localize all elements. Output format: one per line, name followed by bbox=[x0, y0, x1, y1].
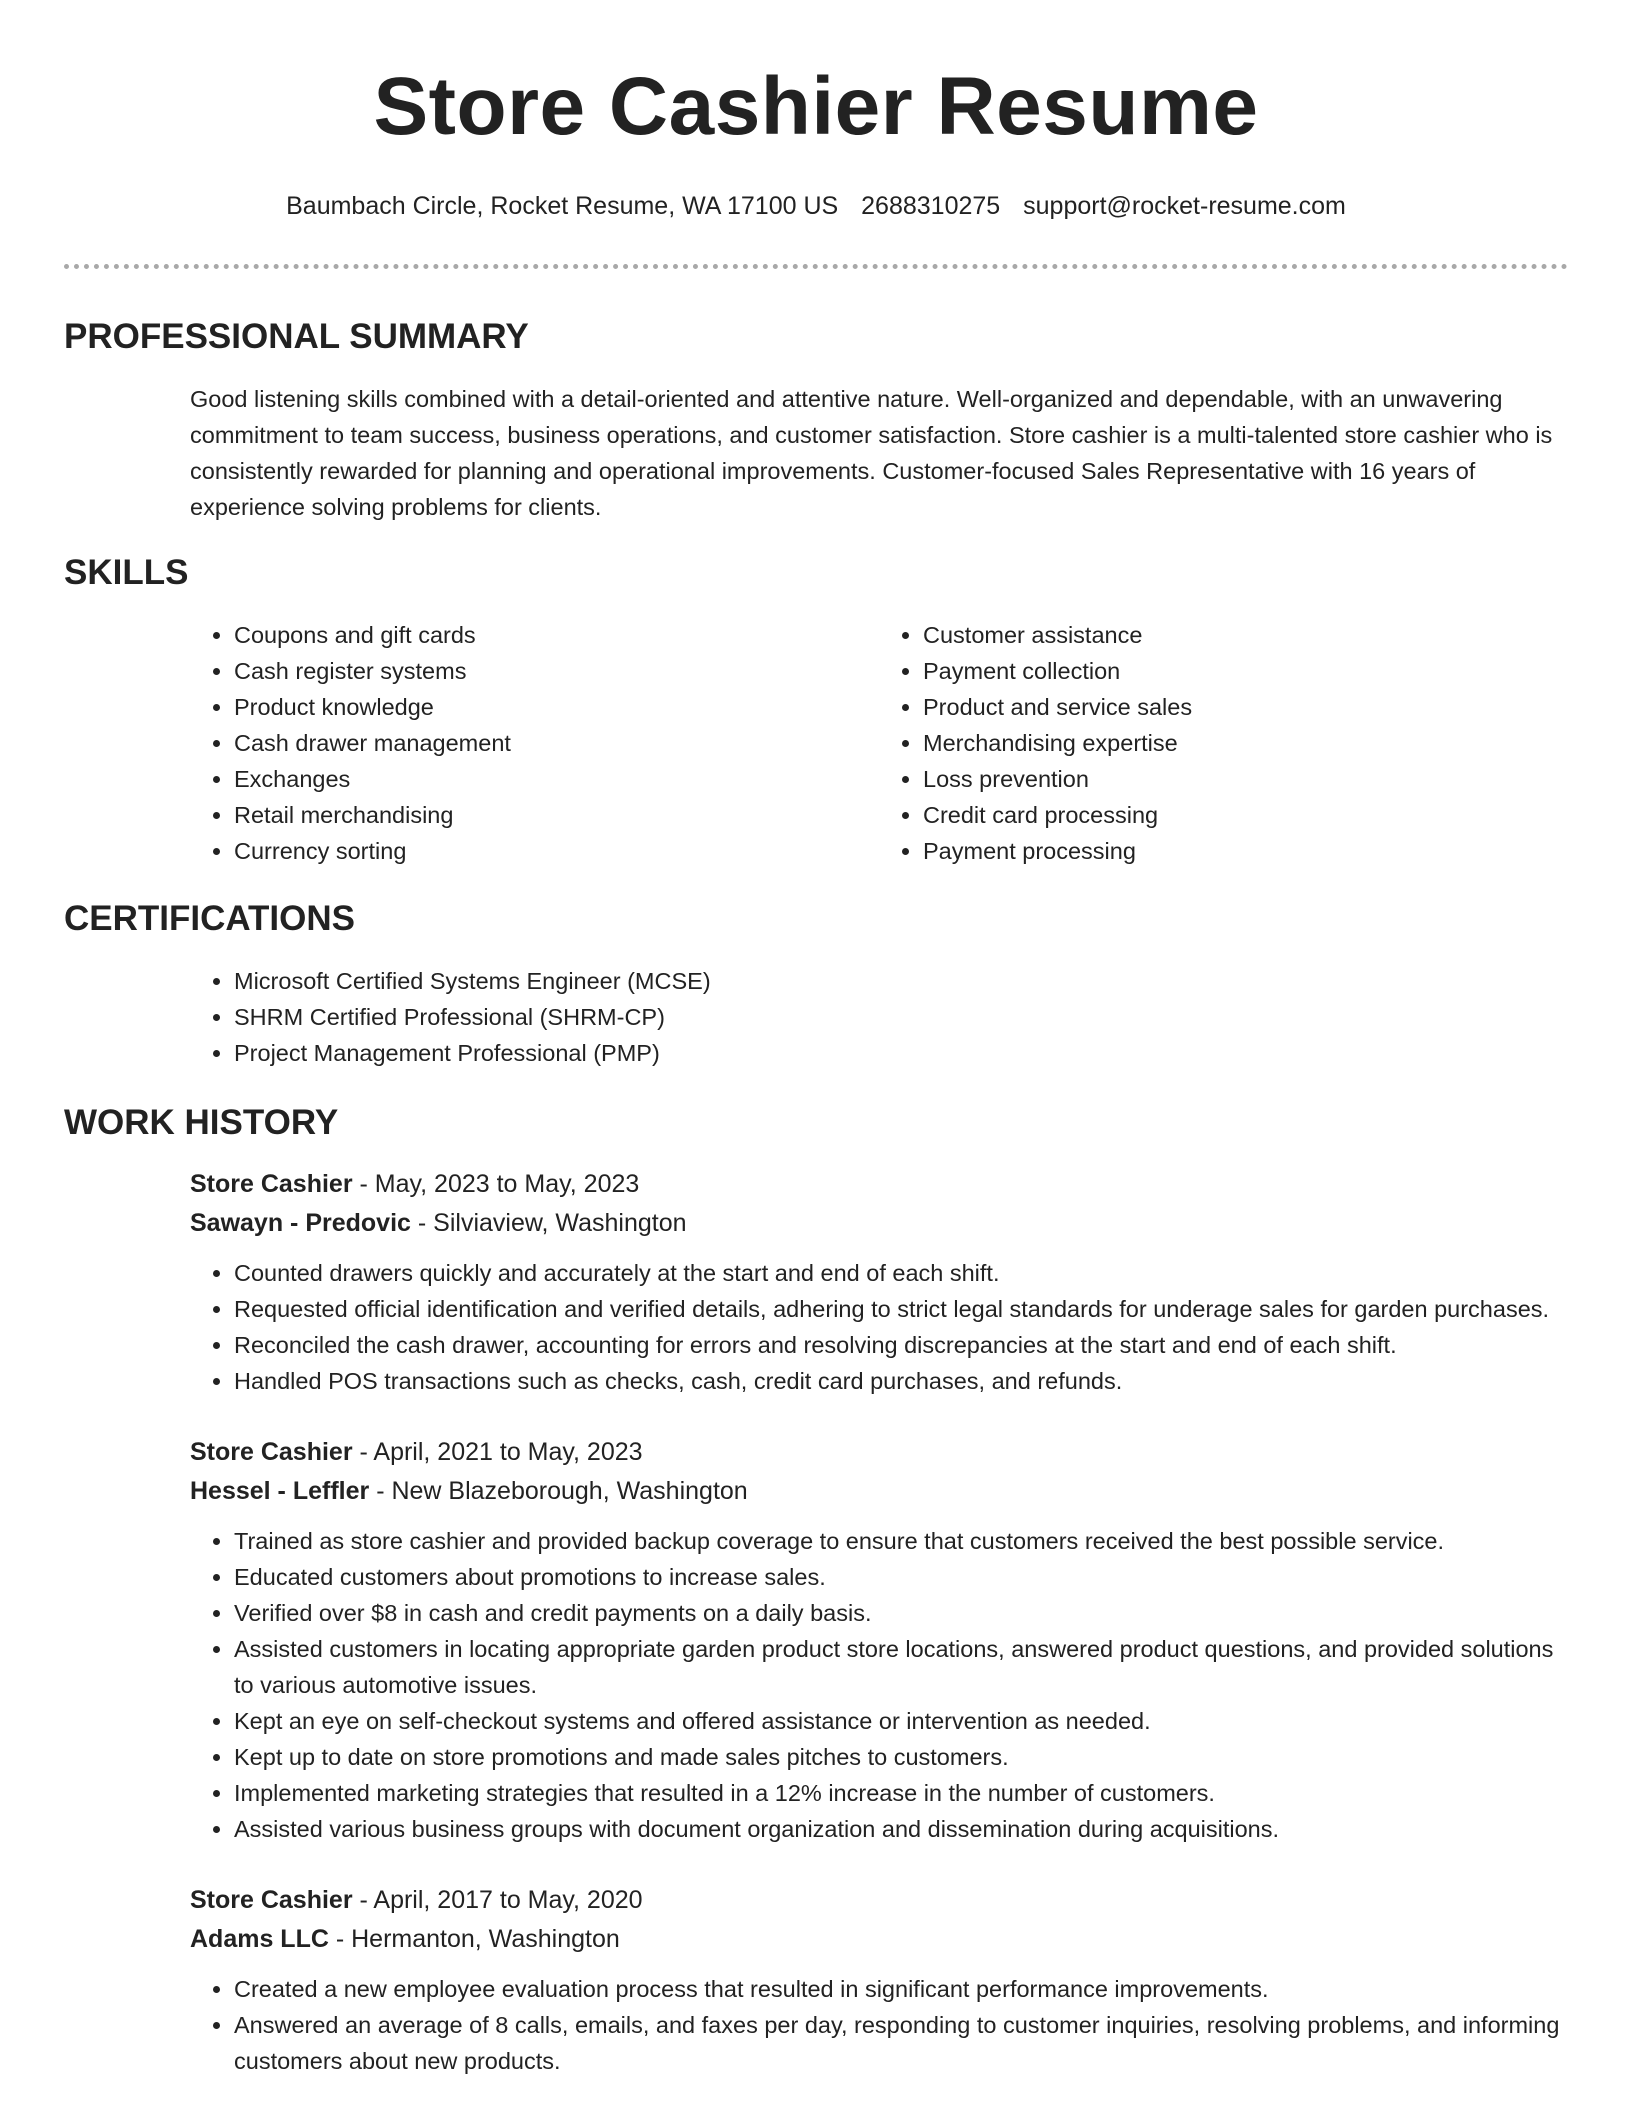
job-duty: • Created a new employee evaluation process that resulted in significant performance improvements. bbox=[234, 1971, 1568, 2007]
skill-item: • Product knowledge bbox=[234, 689, 879, 725]
contact-line bbox=[64, 190, 1568, 222]
skills-list bbox=[190, 617, 1568, 869]
job-duty: • Assisted customers in locating appropriate garden product store locations, answered product questions, and provided solutions to various automotive issues. bbox=[234, 1631, 1568, 1703]
job-dates: April, 2017 to May, 2020 bbox=[373, 1886, 643, 1914]
header-divider bbox=[64, 264, 1568, 269]
separator: - bbox=[352, 1438, 374, 1466]
job-company-line bbox=[190, 1920, 1568, 1959]
skills-heading: SKILLS bbox=[64, 553, 189, 592]
contact-email[interactable]: support@rocket-resume.com bbox=[1023, 192, 1346, 220]
summary-text: Good listening skills combined with a detail-oriented and attentive nature. Well-organized and dependable, with an unwavering commitment to team success, business operations, and customer satisfaction. Store cashier is a multi-talented store cashier who is consistently rewarded for planning and operational improvements. Customer-focused Sales Representative with 16 years of experience solving problems for clients. bbox=[190, 386, 1553, 520]
skill-item: • Coupons and gift cards bbox=[234, 617, 879, 653]
job-duty: • Reconciled the cash drawer, accounting for errors and resolving discrepancies at the start and end of each shift. bbox=[234, 1327, 1568, 1363]
job-entry bbox=[190, 1433, 1568, 1847]
job-duty: • Kept up to date on store promotions and made sales pitches to customers. bbox=[234, 1739, 1568, 1775]
job-duties bbox=[190, 1971, 1568, 2079]
skill-item: • Payment processing bbox=[923, 833, 1568, 869]
job-role: Store Cashier bbox=[190, 1170, 353, 1198]
work-history-heading: WORK HISTORY bbox=[64, 1103, 339, 1142]
certification-item: • Microsoft Certified Systems Engineer (MCSE) bbox=[234, 963, 1568, 999]
job-location: New Blazeborough, Washington bbox=[391, 1477, 748, 1505]
skill-item: • Customer assistance bbox=[923, 617, 1568, 653]
summary-heading: PROFESSIONAL SUMMARY bbox=[64, 317, 529, 356]
skill-item: • Credit card processing bbox=[923, 797, 1568, 833]
skill-item: • Currency sorting bbox=[234, 833, 879, 869]
certifications-list bbox=[190, 963, 1568, 1071]
job-duty: • Assisted various business groups with document organization and dissemination during acquisitions. bbox=[234, 1811, 1568, 1847]
skill-item: • Cash drawer management bbox=[234, 725, 879, 761]
skill-item: • Cash register systems bbox=[234, 653, 879, 689]
separator: - bbox=[328, 1925, 352, 1953]
job-dates: May, 2023 to May, 2023 bbox=[374, 1170, 640, 1198]
resume-title: Store Cashier Resume bbox=[373, 61, 1259, 152]
certifications-heading: CERTIFICATIONS bbox=[64, 899, 356, 938]
job-duties bbox=[190, 1523, 1568, 1847]
certification-item: • SHRM Certified Professional (SHRM-CP) bbox=[234, 999, 1568, 1035]
job-duty: • Trained as store cashier and provided backup coverage to ensure that customers received the best possible service. bbox=[234, 1523, 1568, 1559]
skill-item: • Loss prevention bbox=[923, 761, 1568, 797]
skill-item: • Retail merchandising bbox=[234, 797, 879, 833]
contact-address: Baumbach Circle, Rocket Resume, WA 17100 US bbox=[286, 192, 839, 220]
job-role: Store Cashier bbox=[190, 1886, 353, 1914]
job-company: Hessel - Leffler bbox=[190, 1477, 370, 1505]
skills-column-right bbox=[879, 617, 1568, 869]
contact-phone: 2688310275 bbox=[861, 192, 1001, 220]
job-location: Silviaview, Washington bbox=[433, 1209, 687, 1237]
job-duty: • Verified over $8 in cash and credit payments on a daily basis. bbox=[234, 1595, 1568, 1631]
certification-item: • Project Management Professional (PMP) bbox=[234, 1035, 1568, 1071]
job-company: Adams LLC bbox=[190, 1925, 329, 1953]
skill-item: • Payment collection bbox=[923, 653, 1568, 689]
job-company-line bbox=[190, 1204, 1568, 1243]
job-duty: • Educated customers about promotions to increase sales. bbox=[234, 1559, 1568, 1595]
job-duty: • Implemented marketing strategies that resulted in a 12% increase in the number of customers. bbox=[234, 1775, 1568, 1811]
separator: - bbox=[352, 1170, 375, 1198]
separator: - bbox=[369, 1477, 392, 1505]
job-duty: • Handled POS transactions such as checks, cash, credit card purchases, and refunds. bbox=[234, 1363, 1568, 1399]
resume-page bbox=[64, 0, 1568, 2079]
job-title-line bbox=[190, 1881, 1568, 1920]
job-duties bbox=[190, 1255, 1568, 1399]
job-dates: April, 2021 to May, 2023 bbox=[373, 1438, 643, 1466]
job-location: Hermanton, Washington bbox=[351, 1925, 620, 1953]
job-duty: • Counted drawers quickly and accurately at the start and end of each shift. bbox=[234, 1255, 1568, 1291]
job-company-line bbox=[190, 1472, 1568, 1511]
job-duty: • Answered an average of 8 calls, emails, and faxes per day, responding to customer inquiries, resolving problems, and informing customers about new products. bbox=[234, 2007, 1568, 2079]
skill-item: • Product and service sales bbox=[923, 689, 1568, 725]
job-duty: • Kept an eye on self-checkout systems and offered assistance or intervention as needed. bbox=[234, 1703, 1568, 1739]
skill-item: • Merchandising expertise bbox=[923, 725, 1568, 761]
job-duty: • Requested official identification and verified details, adhering to strict legal standards for underage sales for garden purchases. bbox=[234, 1291, 1568, 1327]
job-title-line bbox=[190, 1433, 1568, 1472]
separator: - bbox=[410, 1209, 434, 1237]
job-role: Store Cashier bbox=[190, 1438, 353, 1466]
skill-item: • Exchanges bbox=[234, 761, 879, 797]
skills-column-left bbox=[190, 617, 879, 869]
job-entry bbox=[190, 1165, 1568, 1399]
job-company: Sawayn - Predovic bbox=[190, 1209, 411, 1237]
job-title-line bbox=[190, 1165, 1568, 1204]
separator: - bbox=[352, 1886, 374, 1914]
job-entry bbox=[190, 1881, 1568, 2079]
